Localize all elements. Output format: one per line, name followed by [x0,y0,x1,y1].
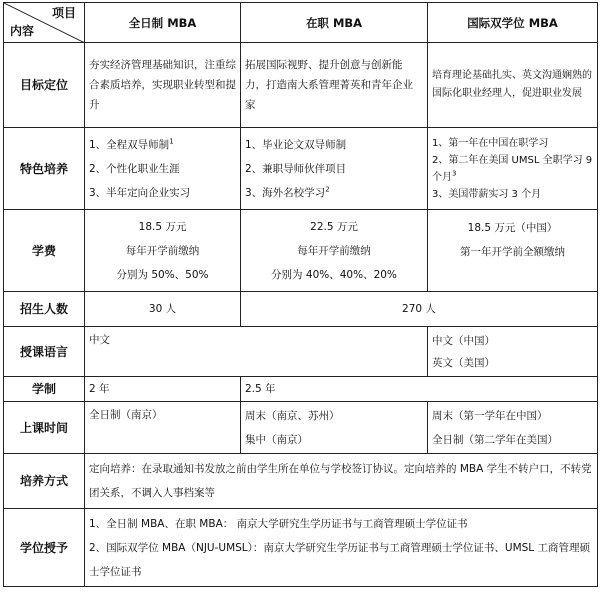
schedule-parttime [241,402,428,454]
row-enroll [4,292,598,327]
goal-international: 培育理论基础扎实、英文沟通娴熟的国际化职业经理人，促进职业发展 [428,43,598,128]
schedule-item: 集中（南京） [245,433,308,446]
feature-item: 1、全程双导师制 [89,138,170,151]
tuition-amount: 22.5 万元 [310,220,358,233]
row-schedule [4,402,598,454]
feature-item: 1、毕业论文双导师制 [245,138,347,151]
goal-fulltime: 夯实经济管理基础知识，注重综合素质培养，实现职业转型和提升 [85,43,241,128]
enroll-parttime-international: 270 人 [241,292,598,327]
language-international [428,327,598,377]
feature-item: 2、第二年在美国 UMSL 全职学习 9 个月 [432,154,593,183]
row-duration [4,377,598,402]
tuition-international [428,210,598,292]
col-header-international: 国际双学位 MBA [428,3,598,43]
row-goal [4,43,598,128]
tuition-note: 每年开学前缴纳 [297,244,371,257]
col-header-fulltime: 全日制 MBA [85,3,241,43]
row-label-tuition: 学费 [4,210,85,292]
row-language [4,327,598,377]
footnote-marker: 3 [452,169,457,178]
row-label-degree: 学位授予 [4,509,85,587]
row-label-goal: 目标定位 [4,43,85,128]
language-item: 中文（中国） [432,334,495,347]
mba-comparison-table [3,2,598,587]
header-row [4,3,598,43]
row-degree [4,509,598,587]
schedule-fulltime: 全日制（南京） [85,402,241,454]
degree-text [85,509,598,587]
schedule-item: 全日制（第二学年在美国） [432,433,558,446]
language-fulltime-parttime: 中文 [85,327,428,377]
footnote-marker: 1 [169,137,174,145]
features-international [428,128,598,210]
degree-line: 1、全日制 MBA、在职 MBA： 南京大学研究生学历证书与工商管理硕士学位证书 [89,517,468,530]
tuition-note: 第一年开学前全额缴纳 [460,246,565,258]
tuition-amount: 18.5 万元（中国） [467,222,558,234]
features-parttime [241,128,428,210]
tuition-fulltime [85,210,241,292]
enroll-fulltime: 30 人 [85,292,241,327]
schedule-item: 周末（第一学年在中国） [432,409,548,422]
tuition-amount: 18.5 万元 [138,220,187,233]
row-mode [4,454,598,509]
row-label-features: 特色培养 [4,128,85,210]
feature-item: 3、海外名校学习 [245,186,326,199]
tuition-split: 分别为 40%、40%、20% [271,268,397,281]
mode-text: 定向培养：在录取通知书发放之前由学生所在单位与学校签订协议。定向培养的 MBA 学生不转户口，不转党团关系，不调入人事档案等 [85,454,598,509]
corner-cell [4,3,85,43]
feature-item: 2、兼职导师伙伴项目 [245,162,347,175]
feature-item: 3、美国带薪实习 3 个月 [432,188,542,200]
feature-item: 1、第一年在中国在职学习 [432,137,549,149]
row-features [4,128,598,210]
feature-item: 3、半年定向企业实习 [89,186,191,199]
row-label-enroll: 招生人数 [4,292,85,327]
schedule-international [428,402,598,454]
tuition-note: 每年开学前缴纳 [125,244,200,257]
row-label-duration: 学制 [4,377,85,402]
corner-label-project: 项目 [51,6,76,20]
col-header-parttime: 在职 MBA [241,3,428,43]
duration-fulltime: 2 年 [85,377,241,402]
features-fulltime [85,128,241,210]
language-item: 英文（美国） [432,356,495,369]
corner-label-content: 内容 [10,24,35,38]
tuition-parttime [241,210,428,292]
row-label-language: 授课语言 [4,327,85,377]
row-tuition [4,210,598,292]
row-label-mode: 培养方式 [4,454,85,509]
schedule-item: 周末（南京、苏州） [245,409,340,422]
degree-line: 2、国际双学位 MBA（NJU-UMSL）：南京大学研究生学历证书与工商管理硕士学位证书、UMSL 工商管理硕士学位证书 [89,541,590,578]
feature-item: 2、个性化职业生涯 [89,162,180,175]
footnote-marker: 2 [325,185,330,193]
duration-parttime-international: 2.5 年 [241,377,598,402]
tuition-split: 分别为 50%、50% [116,268,209,281]
goal-parttime: 拓展国际视野、提升创意与创新能力，打造南大系管理菁英和青年企业家 [241,43,428,128]
row-label-schedule: 上课时间 [4,402,85,454]
